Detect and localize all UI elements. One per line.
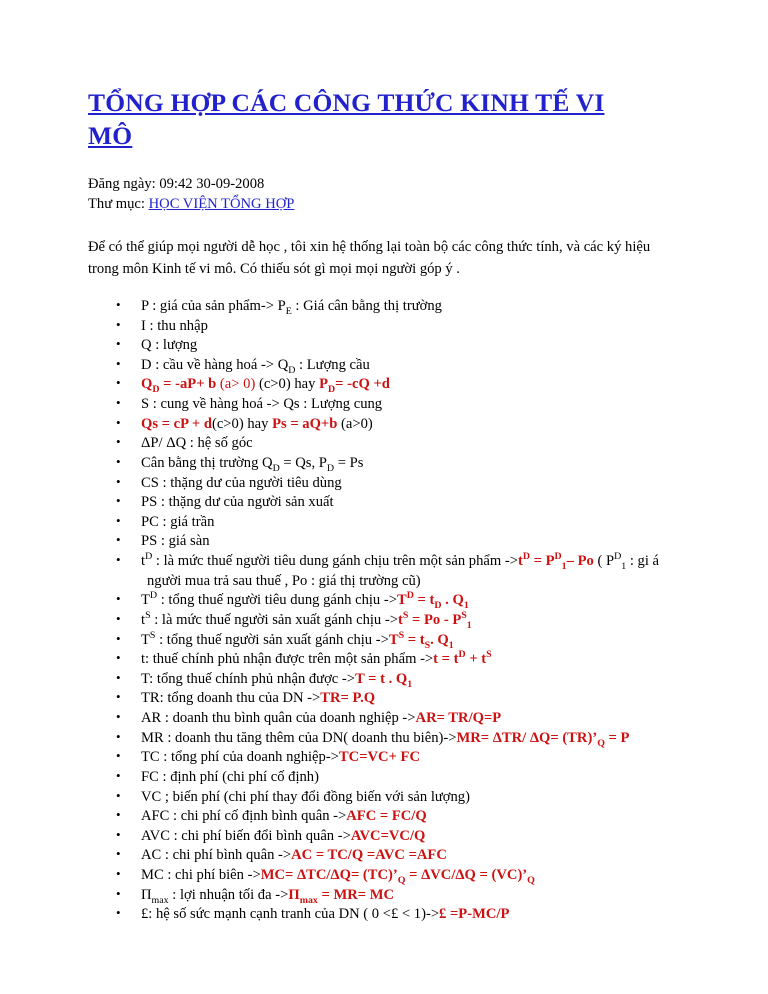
formula-condition: (c>0)	[211, 415, 244, 432]
bullet-label: AFC : chi phí cố định bình quân ->	[141, 808, 347, 825]
bullet-label: $t^D$ : là mức thuế người tiêu dung gánh chịu trên một sản phẩm ->	[141, 551, 518, 569]
list-item	[114, 768, 698, 788]
folder-line	[88, 194, 698, 214]
formula-red: Qs = cP + d	[141, 415, 212, 432]
formula-red: TR= P.Q	[320, 690, 376, 707]
list-item	[114, 807, 698, 827]
bullet-label: MC : chi phí biên ->	[141, 867, 261, 883]
bullet-label: $T^S$ : tổng thuế người sản xuất gánh chịu ->	[141, 629, 389, 648]
bullet-label: AVC : chi phí biến đổi bình quân ->	[141, 827, 351, 844]
bullet-label: £: hệ số sức mạnh cạnh tranh của DN ( 0 <£ < 1)->	[141, 906, 440, 923]
formula-condition: (a>0)	[337, 415, 373, 432]
bullet-text: Q : lượng	[141, 337, 198, 354]
bullet-label: t: thuế chính phủ nhận được trên một sản phẩm ->	[141, 651, 434, 668]
bullet-label: $T^D$ : tổng thuế người tiêu dung gánh chịu ->	[141, 590, 397, 609]
formula-red: $T^S = t_S$. $Q_1$	[388, 629, 454, 651]
list-item	[114, 650, 698, 670]
list-item	[114, 729, 698, 749]
formula-red: $T^D = t_D$ . $Q_1$	[396, 590, 469, 612]
list-item	[114, 846, 698, 866]
formula-red: AC = TC/Q =AVC =AFC	[291, 847, 447, 864]
formula-condition: (c>0)	[255, 376, 291, 393]
bullet-text: PS : giá sàn	[141, 533, 210, 550]
list-item	[114, 552, 698, 591]
bullet-label: TC : tổng phí của doanh nghiệp->	[141, 749, 339, 766]
formula-conjunction: hay	[243, 415, 273, 432]
folder-label: Thư mục:	[88, 196, 149, 213]
bullet-text: D : cầu về hàng hoá -> $Q_D$ : Lượng cầu	[141, 356, 370, 376]
list-item	[114, 905, 698, 925]
list-item	[114, 415, 698, 435]
formula-red: AFC = FC/Q	[346, 808, 427, 825]
bullet-text: PC : giá trần	[141, 513, 215, 530]
bullet-label: T: tổng thuế chính phủ nhận được ->	[141, 670, 356, 687]
list-item	[114, 493, 698, 513]
list-item	[114, 317, 698, 337]
bullet-label: FC : định phí (chi phí cố định)	[141, 768, 319, 785]
list-item	[114, 297, 698, 317]
list-item	[114, 591, 698, 611]
page-title: TỔNG HỢP CÁC CÔNG THỨC KINH TẾ VI MÔ	[88, 88, 605, 151]
folder-link[interactable]: HỌC VIỆN TỔNG HỢP	[148, 196, 295, 213]
formula-red: $Q_D = -aP+ b$	[141, 376, 217, 396]
formula-conjunction: hay	[290, 376, 320, 393]
list-item	[114, 827, 698, 847]
bullet-text: S : cung về hàng hoá -> Qs : Lượng cung	[141, 396, 383, 412]
list-item	[114, 395, 698, 415]
formula-red: $MC= \Delta TC/\Delta Q= (TC)’_Q = \Delta VC/\Delta Q$ = $(VC)’_Q$	[260, 867, 535, 886]
formula-red: MR= ΔTR/ $\Delta Q= (TR)’_Q = P$	[456, 729, 630, 749]
list-item	[114, 513, 698, 533]
bullet-label: VC ; biến phí (chi phí thay đổi đồng biến với sản lượng)	[141, 788, 470, 805]
bullet-label: AC : chi phí bình quân ->	[141, 847, 292, 864]
bullet-text: CS : thặng dư của người tiêu dùng	[141, 474, 342, 491]
formula-red: $P_D= -cQ +d$	[319, 376, 390, 396]
list-item	[114, 866, 698, 886]
list-item	[114, 748, 698, 768]
posted-date: Đăng ngày: 09:42 30-09-2008	[88, 176, 265, 193]
bullet-label: MR : doanh thu tăng thêm của DN( doanh thu biên)->	[141, 729, 457, 746]
formula-condition: (a> 0)	[216, 376, 256, 393]
list-item	[114, 631, 698, 651]
formula-red: £ =P-MC/P	[439, 906, 510, 923]
formula-red: AR= TR/Q=P	[415, 710, 502, 726]
list-item	[114, 689, 698, 709]
list-item	[114, 454, 698, 474]
bullet-text: P : giá của sản phẩm-> $P_E$ : Giá cân bằng thị trường	[141, 297, 442, 317]
list-item	[114, 434, 698, 454]
bullet-label: $t^S$ : là mức thuế người sản xuất gánh chịu ->	[141, 610, 398, 628]
formula-red: $t = t^D + t^S$	[433, 649, 492, 668]
bullet-text: Cân bằng thị trường $Q_D = Qs$, $P_D = Ps$	[141, 454, 364, 474]
bullet-text: PS : thặng dư của người sản xuất	[141, 494, 334, 511]
list-item	[114, 886, 698, 906]
bullet-text: ΔP/ ΔQ : hệ số góc	[141, 435, 253, 452]
list-item	[114, 611, 698, 631]
bullet-label: AR : doanh thu bình quân của doanh nghiệp ->	[141, 710, 416, 726]
list-item	[114, 474, 698, 494]
list-item	[114, 336, 698, 356]
list-item	[114, 375, 698, 395]
list-item	[114, 356, 698, 376]
intro-paragraph: Để có thể giúp mọi người dễ học , tôi xin hệ thống lại toàn bộ các công thức tính, và các ký hiệu trong môn Kinh tế vi mô. Có thiếu sót gì mọi mọi người góp ý .	[88, 238, 651, 277]
list-item	[114, 788, 698, 808]
bullet-label: TR: tổng doanh thu của DN ->	[141, 690, 321, 707]
list-item	[114, 532, 698, 552]
formula-red: $\Pi_{max} = MR=$ MC	[288, 886, 395, 906]
list-item	[114, 709, 698, 729]
bullet-label: $\Pi_{max}$ : lợi nhuận tối đa ->	[141, 886, 289, 906]
formula-red: AVC=VC/Q	[350, 827, 426, 844]
formula-red: Ps = aQ+b	[272, 415, 338, 432]
bullet-continuation: người mua trả sau thuế , Po : giá thị trường cũ)	[147, 572, 421, 589]
list-item	[114, 670, 698, 690]
formula-red: T = t . $Q_1$	[355, 670, 413, 690]
formula-red: $t^D = P^D_1-$ Po	[517, 551, 594, 572]
formula-red: TC=VC+ FC	[338, 749, 421, 766]
bullet-text: I : thu nhập	[141, 317, 208, 334]
formula-note: ( $P^D_1$ : gi á	[593, 551, 660, 572]
formula-list	[88, 297, 698, 925]
formula-red: $t^S = Po - P^S_1$	[397, 610, 472, 631]
